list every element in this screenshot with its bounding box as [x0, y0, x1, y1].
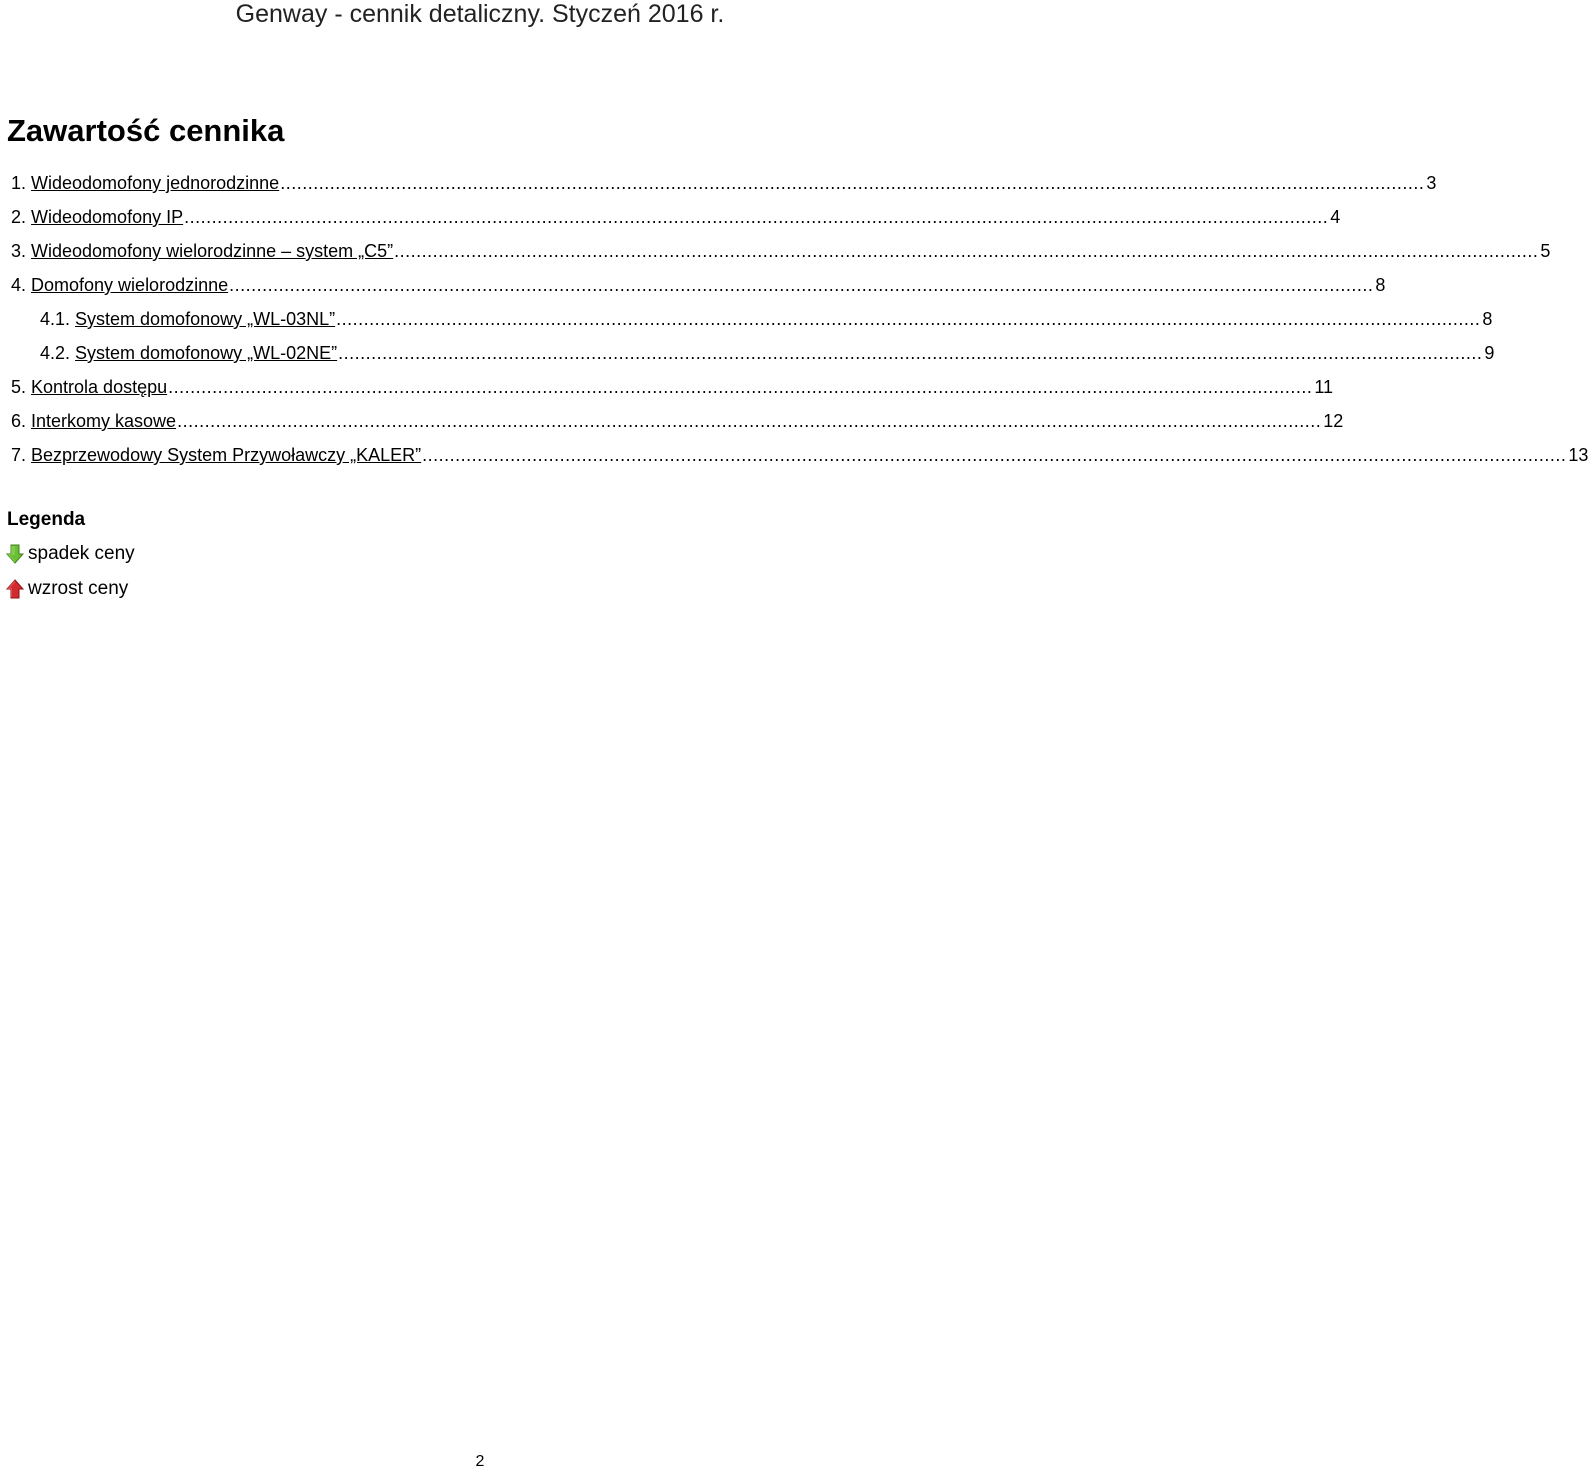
legend-item-price-increase — [6, 578, 128, 600]
toc-entry-6[interactable] — [0, 404, 1344, 438]
legend-item-price-decrease — [6, 543, 135, 565]
toc-entry-page: 11 — [1314, 377, 1334, 397]
toc-entry-link[interactable]: System domofonowy „WL-03NL” — [75, 309, 336, 329]
toc-entry-4[interactable] — [0, 268, 1386, 302]
toc-entry-page: 5 — [1540, 241, 1551, 261]
toc-entry-link[interactable]: Wideodomofony IP — [31, 207, 184, 227]
toc-entry-number: 4. — [11, 275, 32, 295]
toc-entry-link[interactable]: Wideodomofony jednorodzinne — [31, 173, 280, 193]
dot-leader: ................................................................................................................................................................................................................ — [394, 241, 1539, 261]
toc-entry-page: 13 — [1568, 445, 1589, 465]
toc-entry-page: 8 — [1375, 275, 1386, 295]
toc-entry-number: 2. — [11, 207, 32, 227]
toc-title: Zawartość cennika — [7, 113, 285, 148]
toc-entry-link[interactable]: Interkomy kasowe — [31, 411, 177, 431]
toc-entry-1[interactable] — [0, 166, 1437, 200]
toc-entry-link[interactable]: Domofony wielorodzinne — [31, 275, 229, 295]
legend-label: spadek ceny — [28, 543, 135, 564]
toc-entry-number: 3. — [11, 241, 32, 261]
toc-entry-number: 5. — [11, 377, 32, 397]
dot-leader: ................................................................................................................................................................................................................ — [336, 309, 1481, 329]
dot-leader: ................................................................................................................................................................................................................ — [184, 207, 1329, 227]
toc-entry-number: 4.1. — [40, 309, 76, 329]
toc-entry-link[interactable]: Bezprzewodowy System Przywoławczy „KALER” — [31, 445, 422, 465]
toc-entry-number: 4.2. — [40, 343, 76, 363]
page-number: 2 — [475, 1453, 485, 1470]
dot-leader: ................................................................................................................................................................................................................ — [177, 411, 1322, 431]
arrow-up-red-icon — [6, 579, 28, 599]
legend-label: wzrost ceny — [28, 578, 129, 599]
toc-entry-7[interactable] — [0, 438, 1589, 472]
toc-entry-5[interactable] — [0, 370, 1334, 404]
toc-entry-link[interactable]: Kontrola dostępu — [31, 377, 168, 397]
dot-leader: ................................................................................................................................................................................................................ — [338, 343, 1483, 363]
toc-entry-page: 9 — [1484, 343, 1495, 363]
dot-leader: ................................................................................................................................................................................................................ — [229, 275, 1374, 295]
toc-entry-page: 12 — [1323, 411, 1344, 431]
arrow-down-green-icon — [6, 544, 28, 564]
toc-entry-page: 3 — [1426, 173, 1437, 193]
toc-entry-number: 1. — [11, 173, 32, 193]
toc-entry-page: 4 — [1330, 207, 1341, 227]
toc-entry-number: 6. — [11, 411, 32, 431]
dot-leader: ................................................................................................................................................................................................................ — [422, 445, 1567, 465]
toc-entry-4-2[interactable] — [0, 336, 1495, 370]
document-header: Genway - cennik detaliczny. Styczeń 2016 r. — [235, 0, 725, 28]
legend-title: Legenda — [7, 509, 86, 530]
table-of-contents — [0, 166, 1589, 472]
toc-entry-link[interactable]: System domofonowy „WL-02NE” — [75, 343, 338, 363]
toc-entry-3[interactable] — [0, 234, 1551, 268]
dot-leader: ................................................................................................................................................................................................................ — [280, 173, 1425, 193]
toc-entry-page: 8 — [1482, 309, 1493, 329]
toc-entry-4-1[interactable] — [0, 302, 1493, 336]
toc-entry-2[interactable] — [0, 200, 1341, 234]
toc-entry-number: 7. — [11, 445, 32, 465]
dot-leader: ................................................................................................................................................................................................................ — [168, 377, 1313, 397]
toc-entry-link[interactable]: Wideodomofony wielorodzinne – system „C5” — [31, 241, 394, 261]
